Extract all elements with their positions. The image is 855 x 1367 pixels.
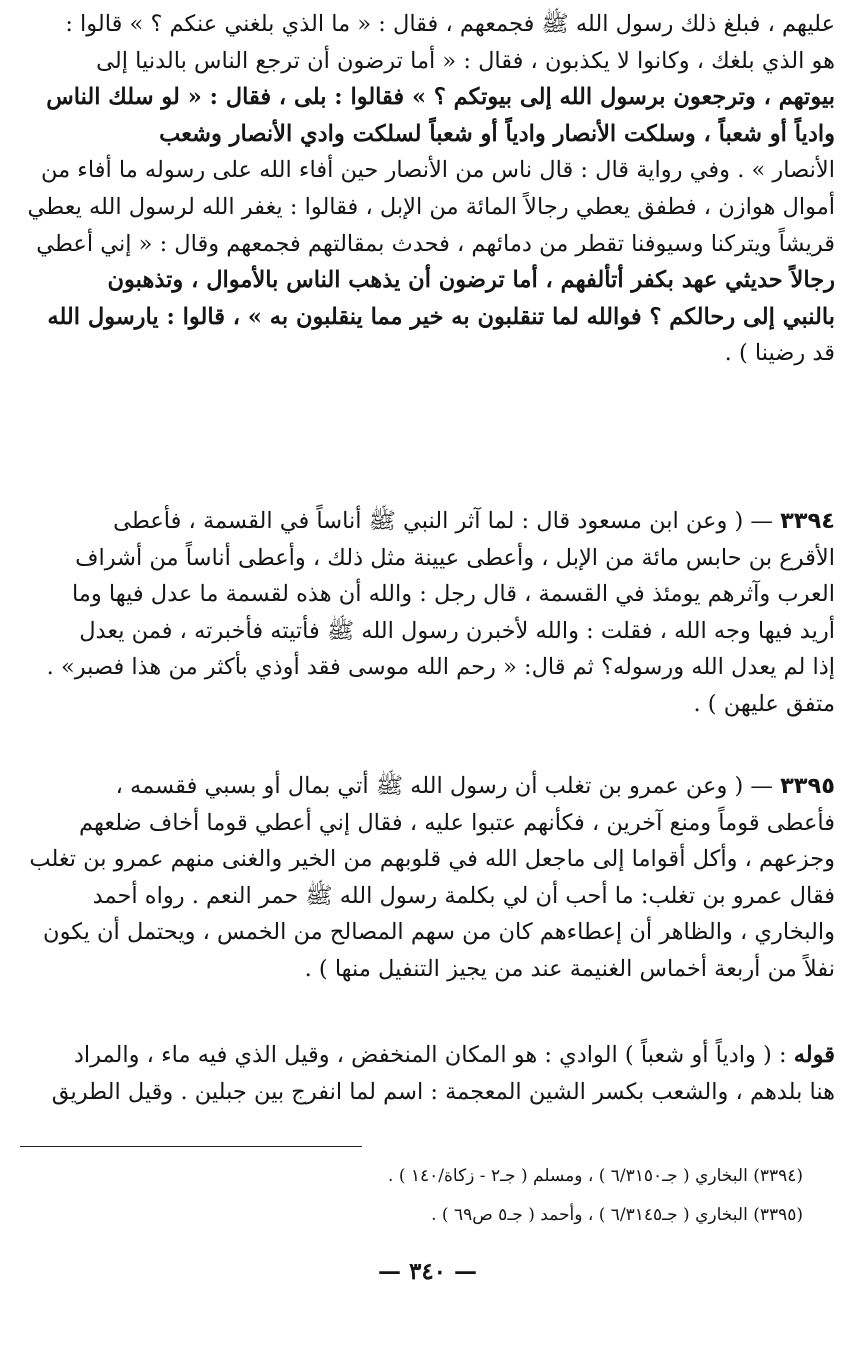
hadith-number: ٣٣٩٥ (780, 773, 835, 799)
text-line (20, 768, 835, 805)
page-number: — ٣٤٠ — (377, 1258, 478, 1285)
hadith-3394 (20, 503, 835, 723)
commentary-label: قوله (793, 1042, 835, 1068)
text-line: هو الذي بلغك ، وكانوا لا يكذبون ، فقال : « أما ترضون أن ترجع الناس بالدنيا إلى (96, 47, 835, 74)
text-line: نفلاً من أربعة أخماس الغنيمة عند من يجيز التنفيل منها ) . (304, 955, 835, 982)
footnote: (٣٣٩٤) البخاري ( جـ٦/٣١٥٠ ) ، ومسلم ( جـ٢ - زكاة/١٤٠ ) . (388, 1166, 803, 1186)
footnote: (٣٣٩٥) البخاري ( جـ٦/٣١٤٥ ) ، وأحمد ( جـ٥ ص٦٩ ) . (431, 1205, 803, 1225)
text-line: العرب وآثرهم يومئذ في القسمة ، قال رجل : والله أن هذه لقسمة ما عدل فيها وما (71, 581, 835, 608)
text-line: فقال عمرو بن تغلب: ما أحب أن لي بكلمة رسول الله ﷺ حمر النعم . رواه أحمد (92, 882, 835, 909)
text-line: إذا لم يعدل الله ورسوله؟ ثم قال: « رحم الله موسى فقد أوذي بأكثر من هذا فصبر» . (46, 654, 835, 681)
text-line: الأنصار » . وفي رواية قال : قال ناس من الأنصار حين أفاء الله على رسوله ما أفاء من (40, 157, 835, 184)
text-line: رجالاً حديثي عهد بكفر أتألفهم ، أما ترضون أن يذهب الناس بالأموال ، وتذهبون (107, 267, 835, 294)
text-line: وادياً أو شعباً ، وسلكت الأنصار وادياً أو شعباً لسلكت وادي الأنصار وشعب (159, 120, 835, 147)
continued-hadith-text (20, 6, 835, 372)
text-line: قد رضينا ) . (724, 340, 835, 367)
text-line (20, 503, 835, 540)
text-line: هنا بلدهم ، والشعب بكسر الشين المعجمة : اسم لما انفرج بين جبلين . وقيل الطريق (51, 1078, 835, 1105)
text-line: بيوتهم ، وترجعون برسول الله إلى بيوتكم ؟ » فقالوا : بلى ، فقال : « لو سلك الناس (46, 84, 835, 111)
footnote-divider (20, 1146, 362, 1147)
text-line (20, 1037, 835, 1074)
text-line: وجزعهم ، وأكل أقواما إلى ماجعل الله في قلوبهم من الخير والغنى منهم عمرو بن تغلب (29, 846, 835, 873)
hadith-number: ٣٣٩٤ (780, 508, 835, 534)
text-line: والبخاري ، والظاهر أن إعطاءهم كان من سهم المصالح من الخمس ، ويحتمل أن يكون (43, 919, 835, 946)
hadith-3395 (20, 768, 835, 988)
text-line: متفق عليهن ) . (693, 690, 835, 717)
commentary (20, 1037, 835, 1110)
hadith-text-start: — ( وعن عمرو بن تغلب أن رسول الله ﷺ أتي بمال أو بسبي فقسمه ، (115, 773, 773, 799)
hadith-text-start: — ( وعن ابن مسعود قال : لما آثر النبي ﷺ أناساً في القسمة ، فأعطى (113, 508, 773, 534)
text-line: بالنبي إلى رحالكم ؟ فوالله لما تنقلبون به خير مما ينقلبون به » ، قالوا : يارسول الله (47, 303, 835, 330)
text-line: عليهم ، فبلغ ذلك رسول الله ﷺ فجمعهم ، فقال : « ما الذي بلغني عنكم ؟ » قالوا : (65, 11, 835, 37)
text-line: أموال هوازن ، فطفق يعطي رجالاً المائة من الإبل ، فقالوا : يغفر الله لرسول الله يعطي (27, 193, 835, 220)
text-line: فأعطى قوماً ومنع آخرين ، فكأنهم عتبوا عليه ، فقال إني أعطي قوما أخاف ضلعهم (79, 809, 835, 836)
text-line: قريشاً ويتركنا وسيوفنا تقطر من دمائهم ، فحدث بمقالتهم فجمعهم وقال : « إني أعطي (36, 230, 835, 257)
text-line: الأقرع بن حابس مائة من الإبل ، وأعطى عيينة مثل ذلك ، وأعطى أناساً من أشراف (75, 544, 835, 571)
commentary-text-start: : ( وادياً أو شعباً ) الوادي : هو المكان المنخفض ، وقيل الذي فيه ماء ، والمراد (73, 1042, 787, 1068)
text-line: أريد فيها وجه الله ، فقلت : والله لأخبرن رسول الله ﷺ فأتيته فأخبرته ، فمن يعدل (79, 617, 835, 644)
